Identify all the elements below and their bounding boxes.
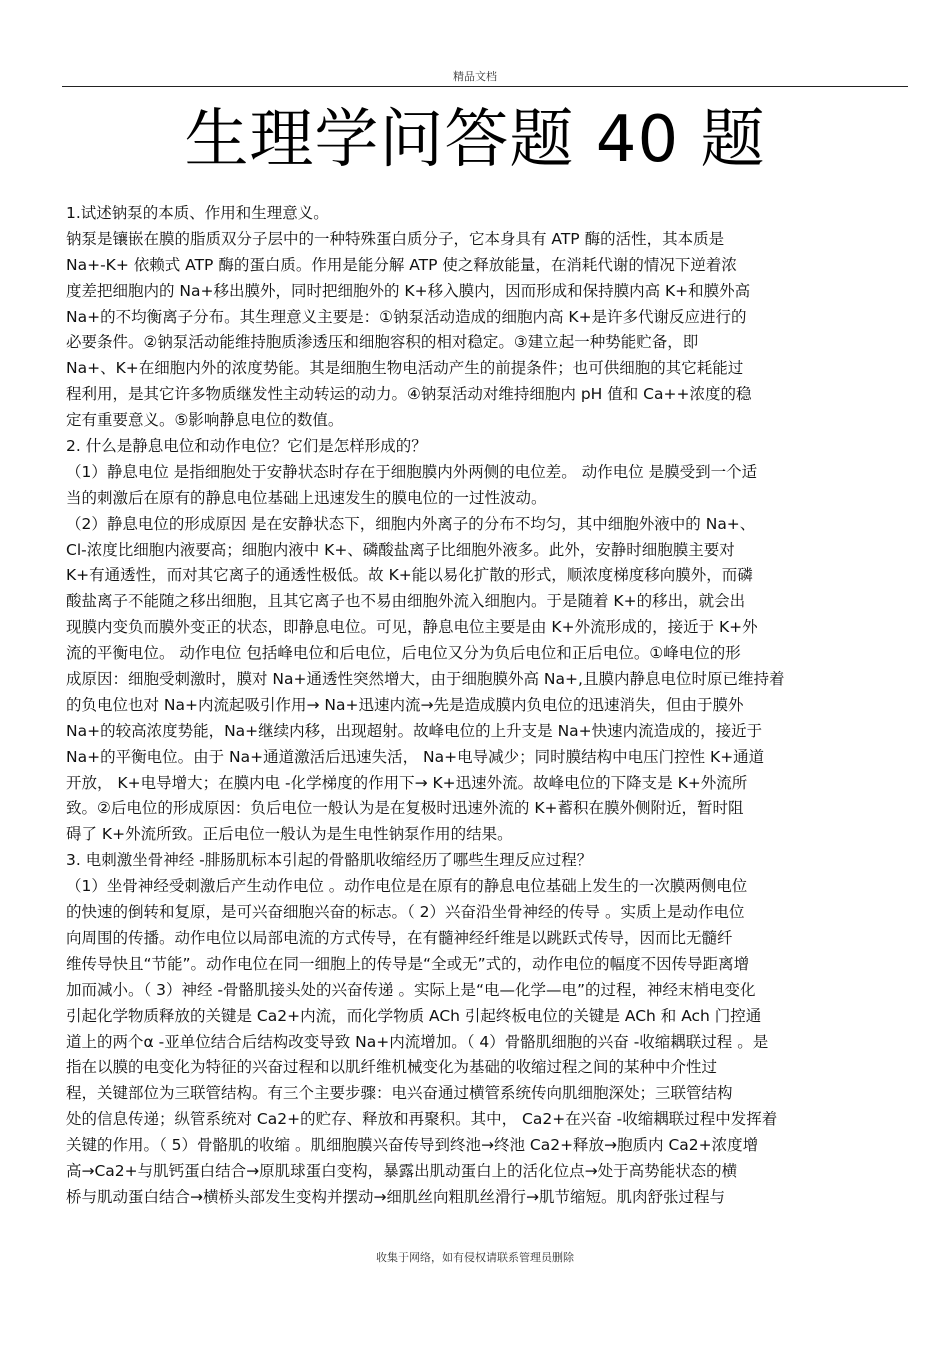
- text-line: 道上的两个α -亚单位结合后结构改变导致 Na+内流增加。（ 4）骨骼肌细胞的兴奋 -收缩耦联过程 。是: [66, 1032, 769, 1051]
- header-label: 精品文档: [453, 70, 497, 83]
- text-line: 当的刺激后在原有的静息电位基础上迅速发生的膜电位的一过性波动。: [66, 488, 547, 507]
- text-line: 加而减小。（ 3）神经 -骨骼肌接头处的兴奋传递 。实际上是“电—化学—电”的过程，神经末梢电变化: [66, 980, 756, 999]
- header-divider: [62, 86, 908, 87]
- text-line: 处的信息传递；纵管系统对 Ca2+的贮存、释放和再聚积。其中， Ca2+在兴奋 -收缩耦联过程中发挥着: [66, 1110, 778, 1129]
- text-line: Cl-浓度比细胞内液要高；细胞内液中 K+、磷酸盐离子比细胞外液多。此外，安静时细胞膜主要对: [66, 540, 735, 559]
- text-line: 致。②后电位的形成原因：负后电位一般认为是在复极时迅速外流的 K+蓄积在膜外侧附近，暂时阻: [66, 799, 744, 818]
- text-line: 必要条件。②钠泵活动能维持胞质渗透压和细胞容积的相对稳定。③建立起一种势能贮备，即: [66, 333, 699, 352]
- text-line: 高→Ca2+与肌钙蛋白结合→原肌球蛋白变构，暴露出肌动蛋白上的活化位点→处于高势能状态的横: [66, 1161, 738, 1180]
- text-line: 指在以膜的电变化为特征的兴奋过程和以肌纤维机械变化为基础的收缩过程之间的某种中介性过: [66, 1058, 718, 1077]
- text-line: 1.试述钠泵的本质、作用和生理意义。: [66, 204, 329, 222]
- text-line: 现膜内变负而膜外变正的状态，即静息电位。可见，静息电位主要是由 K+外流形成的，接近于 K+外: [66, 618, 758, 637]
- text-line: 酸盐离子不能随之移出细胞，且其它离子也不易由细胞外流入细胞内。于是随着 K+的移出，就会出: [66, 592, 746, 611]
- text-line: （1）坐骨神经受刺激后产生动作电位 。动作电位是在原有的静息电位基础上发生的一次膜两侧电位: [66, 877, 748, 896]
- text-line: 维传导快且“节能”。动作电位在同一细胞上的传导是“全或无”式的，动作电位的幅度不因传导距离增: [66, 954, 750, 973]
- text-line: 程，关键部位为三联管结构。有三个主要步骤：电兴奋通过横管系统传向肌细胞深处；三联管结构: [66, 1084, 733, 1103]
- text-line: 关键的作用。（ 5）骨骼肌的收缩 。肌细胞膜兴奋传导到终池→终池 Ca2+释放→胞质内 Ca2+浓度增: [66, 1136, 759, 1155]
- text-line: Na+-K+ 依赖式 ATP 酶的蛋白质。作用是能分解 ATP 使之释放能量，在消耗代谢的情况下逆着浓: [66, 255, 737, 274]
- footer-note: 收集于网络，如有侵权请联系管理员删除: [376, 1251, 574, 1264]
- text-line: 碍了 K+外流所致。正后电位一般认为是生电性钠泵作用的结果。: [66, 825, 513, 844]
- text-line: 开放， K+电导增大；在膜内电 -化学梯度的作用下→ K+迅速外流。故峰电位的下降支是 K+外流所: [66, 773, 748, 792]
- text-line: K+有通透性，而对其它离子的通透性极低。故 K+能以易化扩散的形式，顺浓度梯度移向膜外，而磷: [66, 566, 753, 585]
- text-line: 2. 什么是静息电位和动作电位？它们是怎样形成的？: [66, 437, 427, 456]
- text-line: Na+的平衡电位。由于 Na+通道激活后迅速失活， Na+电导减少；同时膜结构中电压门控性 K+通道: [66, 747, 765, 766]
- text-line: Na+的不均衡离子分布。其生理意义主要是：①钠泵活动造成的细胞内高 K+是许多代谢反应进行的: [66, 307, 747, 326]
- text-line: 钠泵是镶嵌在膜的脂质双分子层中的一种特殊蛋白质分子，它本身具有 ATP 酶的活性，其本质是: [66, 229, 725, 248]
- text-line: 引起化学物质释放的关键是 Ca2+内流，而化学物质 ACh 引起终板电位的关键是 ACh 和 Ach 门控通: [66, 1006, 762, 1025]
- text-line: （1）静息电位 是指细胞处于安静状态时存在于细胞膜内外两侧的电位差。 动作电位 是膜受到一个适: [66, 462, 758, 481]
- text-line: 程利用，是其它许多物质继发性主动转运的动力。④钠泵活动对维持细胞内 pH 值和 Ca++浓度的稳: [66, 385, 752, 404]
- text-line: 的负电位也对 Na+内流起吸引作用→ Na+迅速内流→先是造成膜内负电位的迅速消失，但由于膜外: [66, 695, 744, 714]
- text-line: 定有重要意义。⑤影响静息电位的数值。: [66, 411, 344, 430]
- document-body: [66, 201, 896, 1211]
- text-line: Na+的较高浓度势能，Na+继续内移，出现超射。故峰电位的上升支是 Na+快速内流造成的，接近于: [66, 721, 763, 740]
- document-title: 生理学问答题 40 题: [184, 103, 766, 177]
- text-line: 3. 电刺激坐骨神经 -腓肠肌标本引起的骨骼肌收缩经历了哪些生理反应过程？: [66, 851, 593, 870]
- text-line: Na+、K+在细胞内外的浓度势能。其是细胞生物电活动产生的前提条件；也可供细胞的其它耗能过: [66, 359, 744, 378]
- text-line: （2）静息电位的形成原因 是在安静状态下，细胞内外离子的分布不均匀，其中细胞外液中的 Na+、: [66, 514, 756, 533]
- text-line: 的快速的倒转和复原，是可兴奋细胞兴奋的标志。（ 2）兴奋沿坐骨神经的传导 。实质上是动作电位: [66, 903, 745, 922]
- text-line: 桥与肌动蛋白结合→横桥头部发生变构并摆动→细肌丝向粗肌丝滑行→肌节缩短。肌肉舒张过程与: [66, 1187, 725, 1206]
- text-line: 成原因：细胞受刺激时，膜对 Na+通透性突然增大，由于细胞膜外高 Na+,且膜内静息电位时原已维持着: [66, 670, 785, 689]
- text-line: 度差把细胞内的 Na+移出膜外，同时把细胞外的 K+移入膜内，因而形成和保持膜内高 K+和膜外高: [66, 281, 751, 300]
- text-line: 流的平衡电位。 动作电位 包括峰电位和后电位，后电位又分为负后电位和正后电位。①峰电位的形: [66, 644, 741, 663]
- text-line: 向周围的传播。动作电位以局部电流的方式传导，在有髓神经纤维是以跳跃式传导，因而比无髓纤: [66, 928, 733, 947]
